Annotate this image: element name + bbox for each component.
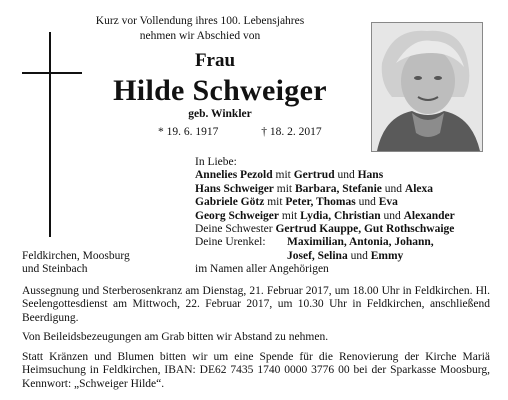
family-connector: mit bbox=[279, 209, 301, 222]
family-list bbox=[195, 156, 505, 263]
deceased-name: Hilde Schweiger bbox=[113, 74, 327, 107]
family-member-name: Alexa bbox=[404, 182, 433, 195]
family-connector: mit bbox=[272, 169, 294, 182]
family-connector: und bbox=[381, 182, 405, 195]
intro-line-1: Kurz vor Vollendung ihres 100. Lebensjahres bbox=[95, 15, 305, 27]
family-member-name: Gertrud Kauppe, Gut Rothschwaige bbox=[275, 223, 455, 236]
family-connector: und bbox=[355, 196, 379, 209]
family-member-name: Hans bbox=[357, 169, 384, 182]
urenkel-names-2a: Josef, Selina bbox=[287, 249, 348, 262]
service-paragraph: Aussegnung und Sterberosenkranz am Dienstag, 21. Februar 2017, um 18.00 Uhr in Feldkirchen. Hl. Seelengottesdienst am Mittwoch, 22. Februar 2017, um 10.30 Uhr in Feldkirchen, anschließend Beerdigung. bbox=[22, 285, 490, 324]
family-row bbox=[195, 223, 505, 236]
urenkel-and: und bbox=[347, 249, 371, 262]
portrait-image bbox=[372, 23, 482, 151]
salutation: Frau bbox=[194, 50, 236, 71]
family-member-name: Georg Schweiger bbox=[195, 209, 279, 222]
life-dates bbox=[158, 126, 322, 138]
intro-line-2: nehmen wir Abschied von bbox=[139, 30, 261, 42]
family-member-name: Gabriele Götz bbox=[195, 196, 265, 209]
urenkel-row bbox=[195, 236, 505, 249]
family-connector: und bbox=[334, 169, 358, 182]
family-member-name: Alexander bbox=[403, 209, 455, 222]
family-member-name: Lydia, Christian bbox=[300, 209, 381, 222]
family-member-name: Annelies Pezold bbox=[195, 169, 273, 182]
condolence-paragraph: Von Beileidsbezeugungen am Grab bitten wir Abstand zu nehmen. bbox=[22, 331, 329, 343]
maiden-name: geb. Winkler bbox=[188, 108, 252, 120]
family-row bbox=[195, 169, 505, 182]
death-date: † 18. 2. 2017 bbox=[261, 126, 322, 138]
intro-text bbox=[0, 14, 400, 44]
urenkel-names-2c: Emmy bbox=[370, 249, 404, 262]
place-line-2: und Steinbach bbox=[22, 263, 88, 276]
family-member-name: Eva bbox=[378, 196, 398, 209]
in-names-line: im Namen aller Angehörigen bbox=[195, 263, 329, 275]
family-rows bbox=[195, 169, 505, 236]
portrait-photo bbox=[371, 22, 483, 152]
family-heading: In Liebe: bbox=[195, 156, 237, 168]
family-row bbox=[195, 196, 505, 209]
family-row bbox=[195, 183, 505, 196]
birth-date: * 19. 6. 1917 bbox=[158, 126, 219, 138]
places bbox=[22, 250, 130, 277]
urenkel-names-1: Maximilian, Antonia, Johann, bbox=[287, 236, 434, 249]
urenkel-label: Deine Urenkel: bbox=[195, 236, 266, 249]
family-member-name: Barbara, Stefanie bbox=[295, 182, 382, 195]
family-member-name: Hans Schweiger bbox=[195, 182, 274, 195]
donation-paragraph: Statt Kränzen und Blumen bitten wir um eine Spende für die Renovierung der Kirche Mariä Heimsuchung in Feldkirchen, IBAN: DE62 7435 1740 0000 3776 00 bei der Sparkasse Moosburg, Kennwort: „Schweiger Hilde“. bbox=[22, 351, 490, 390]
place-line-1: Feldkirchen, Moosburg bbox=[22, 250, 130, 262]
family-member-name: Peter, Thomas bbox=[285, 196, 356, 209]
family-member-name: Gertrud bbox=[293, 169, 335, 182]
family-row bbox=[195, 210, 505, 223]
family-connector: und bbox=[380, 209, 404, 222]
family-connector: mit bbox=[264, 196, 286, 209]
family-connector: Deine Schwester bbox=[195, 223, 276, 236]
family-connector: mit bbox=[273, 182, 295, 195]
urenkel-row-2 bbox=[195, 250, 505, 263]
